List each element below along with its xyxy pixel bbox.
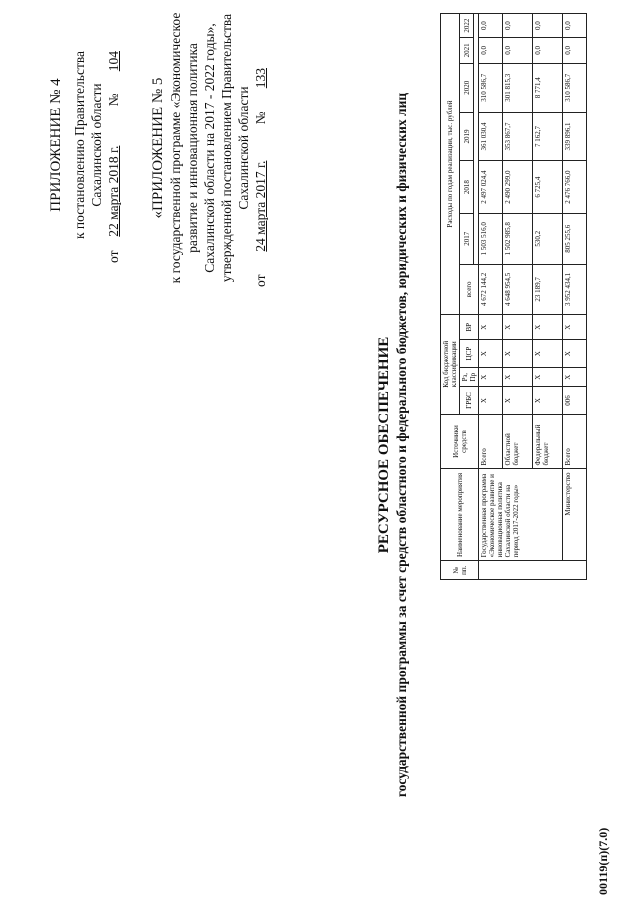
document-title-block — [376, 65, 410, 825]
appendix-5-date: 24 марта 2017 г. — [253, 160, 268, 252]
header-no: № пп. — [441, 561, 479, 580]
header-name: Наименование мероприятия — [441, 469, 479, 561]
appendix-4-date-line — [105, 25, 122, 265]
appendix-4-line2: Сахалинской области — [89, 83, 104, 207]
header-rzpr: Рз, Пр — [460, 367, 479, 387]
table-row: Государственная программа «Экономическое развитие и инновационная политика Сахалинской области на период 2017-2022 годы» Всего Х Х Х Х 4 672 144,2 1 503 516,0 2 497 024,4 361 030,4 310 586,7 0,0 0,0 — [479, 14, 503, 580]
resources-table — [440, 13, 587, 580]
appendix-4-line1: к постановлению Правительства — [72, 50, 87, 240]
header-year-2017: 2017 — [460, 214, 474, 265]
header-year-2021: 2021 — [460, 38, 474, 63]
header-year-2020: 2020 — [460, 63, 474, 112]
appendix-4-date-prefix: от — [106, 250, 121, 263]
header-expenses: Расходы по годам реализации, тыс. рублей — [441, 14, 460, 315]
appendix-5-line-1: развитие и инновационная политика — [185, 43, 200, 253]
appendix-5-number: 133 — [253, 68, 268, 89]
footer-code: 00119(п)(7.0) — [596, 827, 610, 895]
header-source: Источники средств — [441, 414, 479, 469]
resources-table-wrapper — [440, 13, 587, 580]
appendix-5-date-prefix: от — [253, 274, 268, 287]
header-year-2019: 2019 — [460, 112, 474, 160]
header-vr: ВР — [460, 315, 479, 340]
appendix-4-num-prefix: № — [106, 93, 121, 107]
row-total: 3 952 434,1 — [563, 264, 587, 315]
header-year-2018: 2018 — [460, 161, 474, 214]
header-year-2022: 2022 — [460, 14, 474, 38]
appendix-5-line-0: к государственной программе «Экономическое — [168, 12, 183, 284]
appendix-5-block — [150, 3, 269, 293]
row-total: 4 648 954,5 — [503, 264, 533, 315]
document-title: РЕСУРСНОЕ ОБЕСПЕЧЕНИЕ — [376, 336, 392, 554]
table-header-row-1 — [441, 14, 460, 580]
row-source: Областной бюджет — [503, 414, 533, 469]
ministry-label: Министерство — [563, 469, 587, 561]
table-row: Федеральный бюджет Х Х Х Х 23 189,7 530,2 6 725,4 7 162,7 8 771,4 0,0 0,0 — [533, 14, 563, 580]
row-total: 4 672 144,2 — [479, 264, 503, 315]
header-kbk: Код бюджетной классификации — [441, 315, 460, 414]
row-total: 23 189,7 — [533, 264, 563, 315]
document-subtitle: государственной программы за счет средств областного и федерального бюджетов, юридических и физических лиц — [394, 92, 409, 798]
row-source: Всего — [563, 414, 587, 469]
appendix-5-num-prefix: № — [253, 111, 268, 125]
row-source: Всего — [479, 414, 503, 469]
header-grbs: ГРБС — [460, 387, 479, 414]
appendix-5-title: «ПРИЛОЖЕНИЕ № 5 — [150, 77, 166, 219]
appendix-5-date-line — [252, 3, 269, 293]
appendix-4-number: 104 — [106, 51, 121, 72]
appendix-4-title: ПРИЛОЖЕНИЕ № 4 — [48, 78, 64, 212]
table-row: Областной бюджет Х Х Х Х 4 648 954,5 1 502 985,8 2 490 299,0 353 867,7 301 815,3 0,0 0,0 — [503, 14, 533, 580]
appendix-5-line-2: Сахалинской области на 2017 - 2022 годы», — [202, 23, 217, 273]
table-row: Министерство Всего 006 Х Х Х 3 952 434,1 805 255,6 2 476 766,0 339 896,1 310 586,7 0,0 0,0 — [563, 14, 587, 580]
appendix-5-line-3: утвержденной постановлением Правительства — [219, 13, 234, 283]
appendix-5-line-4: Сахалинской области — [236, 86, 251, 210]
appendix-4-block — [48, 25, 122, 265]
program-name: Государственная программа «Экономическое развитие и инновационная политика Сахалинской области на период 2017-2022 годы» — [479, 469, 563, 561]
header-total: всего — [460, 264, 479, 315]
header-csr: ЦСР — [460, 340, 479, 368]
appendix-4-date: 22 марта 2018 г. — [106, 145, 121, 237]
row-source: Федеральный бюджет — [533, 414, 563, 469]
